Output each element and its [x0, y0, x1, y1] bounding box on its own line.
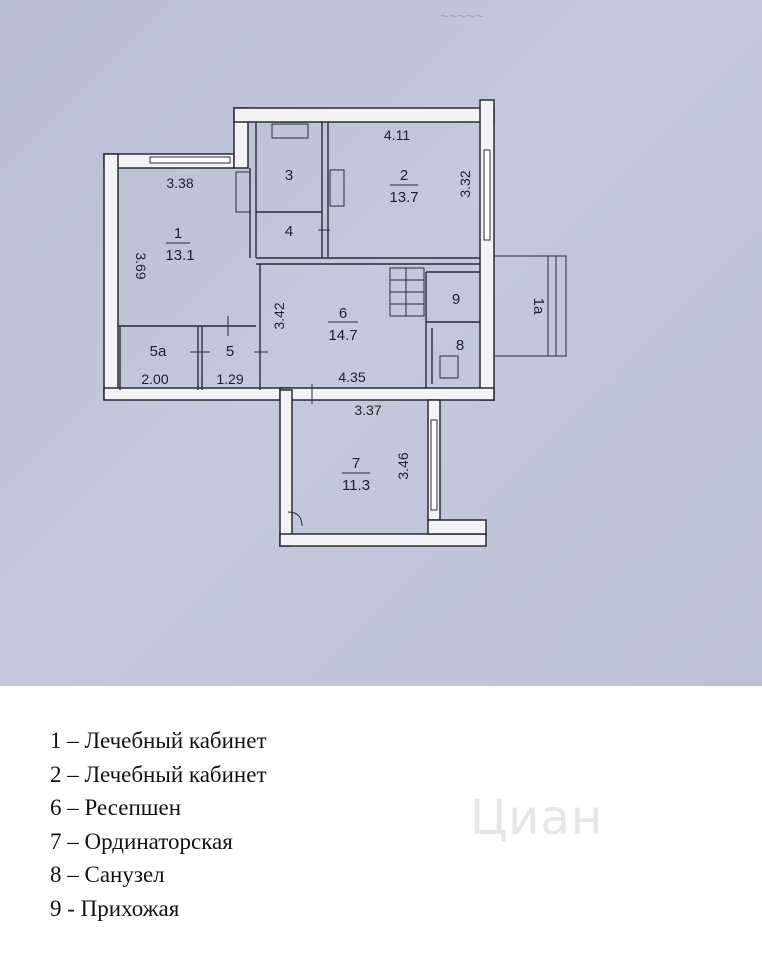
window-room-2 [484, 150, 490, 240]
room-area-1: 13.1 [165, 247, 195, 264]
built-in-fixtures [236, 124, 461, 526]
wall-right [480, 100, 494, 400]
dim-3-69: 3.69 [133, 252, 149, 280]
dim-3-42: 3.42 [271, 302, 287, 330]
wall-top [234, 108, 494, 122]
window-room-7 [431, 420, 437, 510]
legend-item: 9 - Прихожая [50, 895, 180, 921]
dim-3-37: 3.37 [354, 402, 382, 418]
room-number-1a: 1a [530, 297, 547, 315]
window-room-1 [150, 157, 230, 163]
wall-left [104, 154, 118, 399]
room-legend [50, 724, 267, 925]
dim-3-38: 3.38 [166, 175, 194, 191]
dim-4-11: 4.11 [383, 127, 411, 143]
room-area-2: 13.7 [389, 189, 419, 206]
room-number-3: 3 [284, 167, 294, 184]
room-area-7: 11.3 [341, 477, 371, 494]
bleed-through-text: ~~~~~ [440, 8, 484, 25]
dim-2-00: 2.00 [141, 371, 169, 387]
legend-item: 2 – Лечебный кабинет [50, 761, 267, 787]
room-number-5: 5 [225, 343, 235, 360]
balcony-1a [494, 256, 566, 356]
wall-bottom-left [104, 388, 290, 400]
room-number-8: 8 [455, 337, 465, 354]
room-number-5a: 5a [149, 343, 167, 360]
room-number-7: 7 [351, 455, 361, 472]
dim-1-29: 1.29 [216, 371, 244, 387]
room-number-2: 2 [399, 167, 409, 184]
legend-item: 7 – Ординаторская [50, 828, 233, 854]
wall-bottom-7 [280, 534, 486, 546]
wall-notch-7 [428, 520, 486, 534]
room-number-9: 9 [451, 291, 461, 308]
room-number-6: 6 [338, 305, 348, 322]
room-area-6: 14.7 [328, 327, 358, 344]
legend-item: 1 – Лечебный кабинет [50, 728, 267, 753]
dim-3-46: 3.46 [395, 452, 411, 480]
legend-item: 6 – Ресепшен [50, 795, 182, 820]
room-number-1: 1 [173, 225, 183, 242]
wall-left-7 [280, 390, 292, 546]
dim-3-32: 3.32 [457, 170, 473, 198]
legend-item: 8 – Санузел [50, 862, 165, 887]
dimensions [133, 127, 473, 480]
room-number-4: 4 [284, 223, 294, 240]
watermark: Циан [470, 790, 604, 846]
dim-4-35: 4.35 [338, 369, 366, 385]
